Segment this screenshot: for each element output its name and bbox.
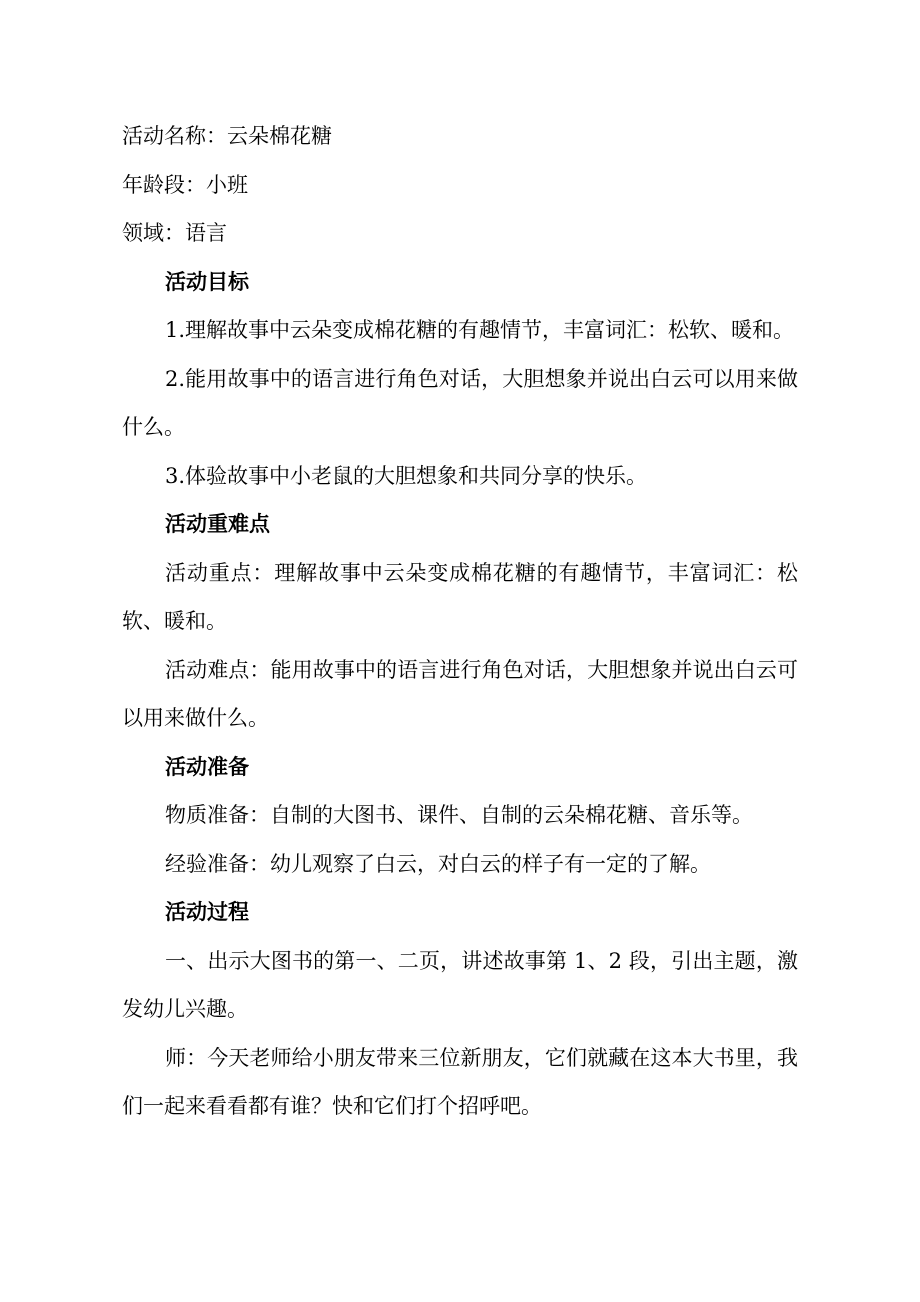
key-focus: 活动重点：理解故事中云朵变成棉花糖的有趣情节，丰富词汇：松软、暖和。	[122, 560, 798, 633]
experience-preparation: 经验准备：幼儿观察了白云，对白云的样子有一定的了解。	[165, 851, 711, 876]
teacher-line: 师：今天老师给小朋友带来三位新朋友，它们就藏在这本大书里，我们一起来看看都有谁？快和它们打个招呼吧。	[122, 1045, 798, 1118]
preparation-heading: 活动准备	[165, 754, 249, 779]
goal-item: 2.能用故事中的语言进行角色对话，大胆想象并说出白云可以用来做什么。	[122, 366, 798, 439]
goals-heading: 活动目标	[165, 269, 249, 294]
process-step-1: 一、出示大图书的第一、二页，讲述故事第 1、2 段，引出主题，激发幼儿兴趣。	[122, 948, 798, 1021]
activity-name: 活动名称：云朵棉花糖	[122, 124, 332, 148]
material-preparation: 物质准备：自制的大图书、课件、自制的云朵棉花糖、音乐等。	[165, 803, 753, 827]
goal-item: 3.体验故事中小老鼠的大胆想象和共同分享的快乐。	[165, 463, 648, 488]
age-group: 年龄段：小班	[122, 172, 248, 197]
key-points-heading: 活动重难点	[165, 512, 270, 536]
domain-field: 领域：语言	[122, 221, 227, 245]
document-page	[122, 112, 798, 1131]
process-heading: 活动过程	[165, 900, 249, 924]
goal-item: 1.理解故事中云朵变成棉花糖的有趣情节，丰富词汇：松软、暖和。	[165, 318, 795, 342]
key-difficulty: 活动难点：能用故事中的语言进行角色对话，大胆想象并说出白云可以用来做什么。	[122, 657, 798, 730]
